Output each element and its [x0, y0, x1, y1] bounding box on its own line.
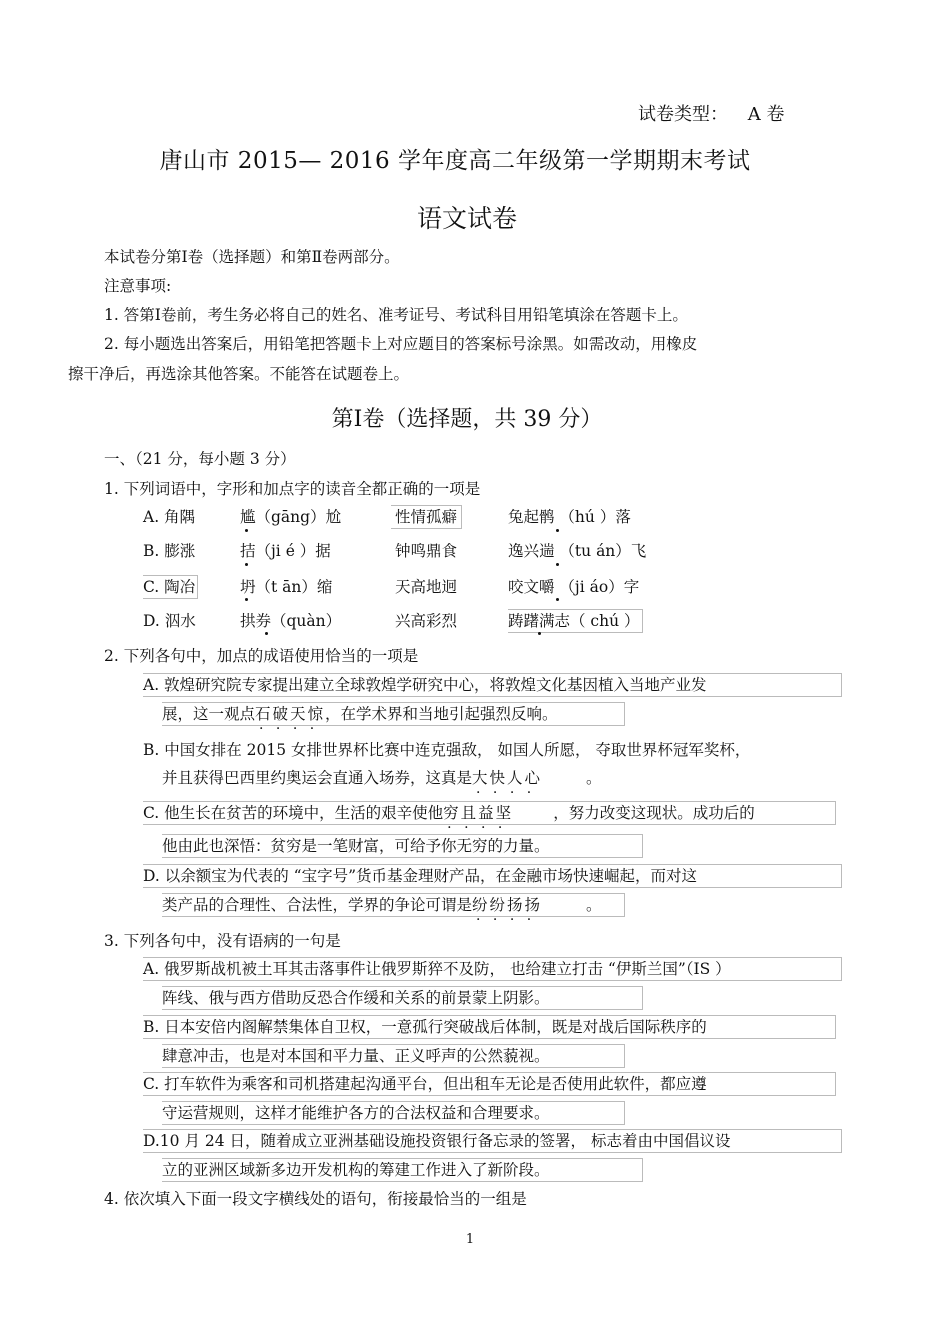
q2-option-b-line2 — [162, 768, 602, 788]
question-3-stem: 3. 下列各句中，没有语病的一句是 — [104, 932, 341, 950]
q1-option-a-col3: 性情孤癖 — [391, 505, 462, 529]
q1-option-b-col3: 钟鸣鼎食 — [395, 542, 458, 560]
question-2-stem: 2. 下列各句中，加点的成语使用恰当的一项是 — [104, 647, 419, 665]
q2-option-a-line1: A. 敦煌研究院专家提出建立全球敦煌学研究中心，将敦煌文化基因植入当地产业发 — [143, 673, 842, 697]
q1-option-b-col4: 逸兴遄 （tu án）飞 — [508, 542, 647, 560]
notice-label: 注意事项: — [104, 277, 172, 295]
part-heading: 一、（21 分，每小题 3 分） — [104, 450, 296, 468]
q1-option-d-col3: 兴高彩烈 — [395, 612, 458, 630]
emphasis-dot — [556, 529, 559, 532]
q1-option-b-col1: B. 膨涨 — [143, 542, 196, 560]
q3-option-b-line1: B. 日本安倍内阁解禁集体自卫权，一意孤行突破战后体制，既是对战后国际秩序的 — [143, 1015, 836, 1039]
emphasis-dot — [245, 529, 248, 532]
q1-option-a-col4: 兔起鹘 （hú ）落 — [508, 508, 631, 526]
question-1-stem: 1. 下列词语中，字形和加点字的读音全都正确的一项是 — [104, 480, 481, 498]
q1-option-c-col4: 咬文嚼 （ji áo）字 — [508, 578, 640, 596]
exam-subtitle: 语文试卷 — [416, 204, 517, 233]
paper-type-value: A 卷 — [747, 104, 785, 125]
q2-option-b-line1: B. 中国女排在 2015 女排世界杯比赛中连克强敌， 如国人所愿， 夺取世界杯冠军奖杯， — [143, 741, 751, 759]
q2-a-text-end: ，在学术界和当地引起强烈反响。 — [325, 705, 558, 723]
page-number: 1 — [465, 1232, 475, 1247]
q2-option-d-line2 — [162, 893, 625, 917]
q2-b-idiom: 大快人心 · · · · — [472, 769, 542, 787]
q2-b-text-end: 。 — [586, 769, 602, 787]
q3-option-b-line2: 肆意冲击，也是对本国和平力量、正义呼声的公然藐视。 — [162, 1044, 625, 1068]
q2-option-a-line2 — [162, 702, 625, 726]
emphasis-dot — [265, 632, 268, 635]
q3-option-a-line2: 阵线、俄与西方借助反恐合作缓和关系的前景蒙上阴影。 — [162, 986, 643, 1010]
q1-option-c-col3: 天高地迥 — [395, 578, 458, 596]
q2-a-idiom: 石破天惊 · · · · — [255, 705, 325, 723]
paper-type — [638, 100, 784, 126]
q3-option-d-line2: 立的亚洲区域新多边开发机构的筹建工作进入了新阶段。 — [162, 1158, 643, 1182]
q3-option-c-line1: C. 打车软件为乘客和司机搭建起沟通平台，但出租车无论是否使用此软件，都应遵 — [143, 1072, 836, 1096]
question-4-stem: 4. 依次填入下面一段文字横线处的语句，衔接最恰当的一组是 — [104, 1190, 527, 1208]
q2-c-text: C. 他生长在贫苦的环境中，生活的艰辛使他 — [143, 804, 444, 822]
q3-option-c-line2: 守运营规则，这样才能维护各方的合法权益和合理要求。 — [162, 1101, 625, 1125]
q2-d-text-end: 。 — [586, 896, 602, 914]
intro-line: 本试卷分第Ⅰ卷（选择题）和第Ⅱ卷两部分。 — [104, 248, 400, 266]
q2-option-c-line2: 他由此也深悟：贫穷是一笔财富，可给予你无穷的力量。 — [162, 834, 643, 858]
section-title: 第Ⅰ卷（选择题，共 39 分） — [331, 407, 603, 432]
q2-option-d-line1: D. 以余额宝为代表的 “宝字号”货币基金理财产品，在金融市场快速崛起，而对这 — [143, 864, 842, 888]
emphasis-dot — [556, 563, 559, 566]
exam-title: 唐山市 2015— 2016 学年度高二年级第一学期期末考试 — [159, 148, 751, 174]
emphasis-dot — [245, 563, 248, 566]
emphasis-dot — [538, 632, 541, 635]
note-2b: 擦干净后，再选涂其他答案。不能答在试题卷上。 — [68, 365, 410, 383]
q2-c-text-end: ，努力改变这现状。成功后的 — [553, 804, 755, 822]
q1-option-c-col2: 坍（t ān）缩 — [240, 578, 333, 596]
q3-option-a-line1: A. 俄罗斯战机被土耳其击落事件让俄罗斯猝不及防， 也给建立打击 “伊斯兰国”（IS ） — [143, 957, 842, 981]
q1-option-d-col1: D. 泅水 — [143, 612, 196, 630]
q2-b-text: 并且获得巴西里约奥运会直通入场券，这真是 — [162, 769, 473, 787]
q2-a-text: 展，这一观点 — [162, 705, 256, 723]
q1-option-d-col2: 拱券（quàn） — [240, 612, 342, 630]
q2-option-c-line1 — [143, 801, 836, 825]
q2-d-idiom: 纷纷扬扬 · · · · — [472, 896, 542, 914]
q1-option-c-col1: C. 陶冶 — [143, 575, 198, 599]
q1-option-d-col4: 踌躇满志（ chú ） — [508, 609, 643, 633]
q2-d-text: 类产品的合理性、合法性，学界的争论可谓是 — [162, 896, 473, 914]
q2-c-idiom: 穷且益坚 · · · · — [443, 804, 513, 822]
q1-option-a-col2: 尴（gāng）尬 — [240, 508, 342, 526]
q1-option-a-col1: A. 角隅 — [143, 508, 196, 526]
paper-type-label: 试卷类型： — [638, 104, 728, 125]
q1-option-b-col2: 拮（ji é ）据 — [240, 542, 331, 560]
q3-option-d-line1: D.10 月 24 日，随着成立亚洲基础设施投资银行备忘录的签署， 标志着由中国倡议设 — [143, 1129, 842, 1153]
note-2a: 2. 每小题选出答案后，用铅笔把答题卡上对应题目的答案标号涂黑。如需改动，用橡皮 — [104, 335, 698, 353]
note-1: 1. 答第Ⅰ卷前，考生务必将自己的姓名、准考证号、考试科目用铅笔填涂在答题卡上。 — [104, 306, 688, 324]
emphasis-dot — [556, 598, 559, 601]
emphasis-dot — [245, 598, 248, 601]
